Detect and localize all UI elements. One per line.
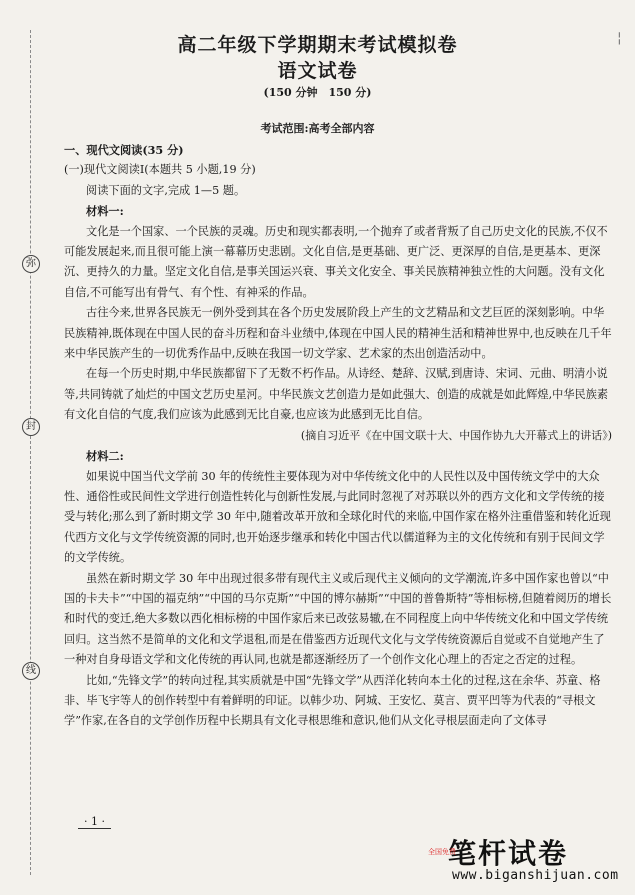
material-1-label: 材料一: — [86, 204, 124, 219]
gutter-seal-feng: 封 — [22, 418, 40, 436]
exam-body — [64, 140, 612, 732]
material-2-paragraph-3: 比如,“先锋文学”的转向过程,其实质就是中国“先锋文学”从西洋化转向本土化的过程,这在余华、苏童、格非、毕飞宇等人的创作转型中有着鲜明的印证。以韩少功、阿城、王安忆、莫言、贾平凹等为代表的“寻根文学”作家,在各自的文学创作历程中长期具有文化寻根思维和意识,他们从文化寻根层面走向了文体寻 — [64, 673, 601, 728]
material-2-paragraph-2: 虽然在新时期文学 30 年中出现过很多带有现代主义或后现代主义倾向的文学潮流,许多中国作家也曾以“中国的卡夫卡”“中国的福克纳”“中国的马尔克斯”“中国的博尔赫斯”“中国的普鲁斯特”等相标榜,但随着阅历的增长和时代的变迁,绝大多数以西化相标榜的中国作家后来已改弦易辙,在不同程度上向中华传统文化和中国文学传统回归。这当然不是简单的文化和文学退租,而是在借鉴西方近现代文化与文学传统资源后自觉或不自觉地产生了一种对自身母语文学和文化传统的再认同,也就是都逐渐经历了一个创作文化心理上的否定之否定的过程。 — [64, 571, 612, 667]
material-1-paragraph-2: 古往今来,世界各民族无一例外受到其在各个历史发展阶段上产生的文艺精品和文艺巨匠的深刻影响。中华民族精神,既体现在中国人民的奋斗历程和奋斗业绩中,体现在中国人民的精神生活和精神世界中,也反映在几千年来中华民族产生的一切优秀作品中,反映在我国一切文学家、艺术家的杰出创造活动中。 — [64, 306, 612, 361]
exam-time-score: (150 分钟 150 分) — [263, 86, 372, 99]
exam-subject: 语文试卷 — [277, 60, 358, 82]
material-1-paragraph-3: 在每一个历史时期,中华民族都留下了无数不朽作品。从诗经、楚辞、汉赋,到唐诗、宋词、元曲、明清小说等,共同铸就了灿烂的中国文艺历史星河。中华民族文艺创造力是如此强大、创造的成就是如此辉煌,中华民族素有文化自信的气度,我们应该为此感到无比自豪,也应该为此感到无比自信。 — [64, 367, 609, 422]
page-number-text: · 1 · — [78, 815, 111, 829]
page-number — [78, 815, 111, 828]
gutter-seal-xian: 线 — [22, 662, 40, 680]
watermark-name: 笔杆试卷 — [448, 837, 569, 870]
exam-scope: 考试范围:高考全部内容 — [260, 122, 375, 135]
exam-title: 高二年级下学期期末考试模拟卷 — [177, 34, 458, 56]
binding-gutter-line — [30, 30, 31, 875]
material-2-label: 材料二: — [86, 449, 124, 464]
watermark-url: www.biganshijuan.com — [452, 868, 619, 883]
material-2-paragraph-1: 如果说中国当代文学前 30 年的传统性主要体现为对中华传统文化中的人民性以及中国传统文学中的大众性、通俗性或民间性文学进行创造性转化与创新性发展,与此同时忽视了对苏联以外的西方文化和文学传统的接受与转化;那么到了新时期文学 30 年中,随着改革开放和全球化时代的来临,中国作家在格外注重借鉴和转化近现代西方文化与文学传统资源的同时,也开始逐步继承和转化中国古代以儒道释为主的文化传统和有别于民间文学的文学传统。 — [64, 469, 611, 565]
watermark-brand — [428, 832, 569, 872]
gutter-seal-mi: 弥 — [22, 255, 40, 273]
section-heading-part1-1: (一)现代文阅读Ⅰ(本题共 5 小题,19 分) — [64, 163, 256, 177]
material-1-citation: (摘自习近平《在中国文联十大、中国作协九大开幕式上的讲话》) — [300, 428, 612, 442]
reading-instruction: 阅读下面的文字,完成 1—5 题。 — [86, 183, 246, 197]
section-heading-part1: 一、现代文阅读(35 分) — [64, 143, 184, 157]
watermark-tag: 全国免费 — [428, 848, 456, 856]
corner-mark: ¦ — [617, 30, 622, 46]
material-1-paragraph-1: 文化是一个国家、一个民族的灵魂。历史和现实都表明,一个抛弃了或者背叛了自己历史文化的民族,不仅不可能发展起来,而且很可能上演一幕幕历史悲剧。文化自信,是更基础、更广泛、更深厚的自信,是更基本、更深沉、更持久的力量。坚定文化自信,是事关国运兴衰、事关文化安全、事关民族精神独立性的大问题。没有文化自信,不可能写出有骨气、有个性、有神采的作品。 — [64, 224, 608, 299]
